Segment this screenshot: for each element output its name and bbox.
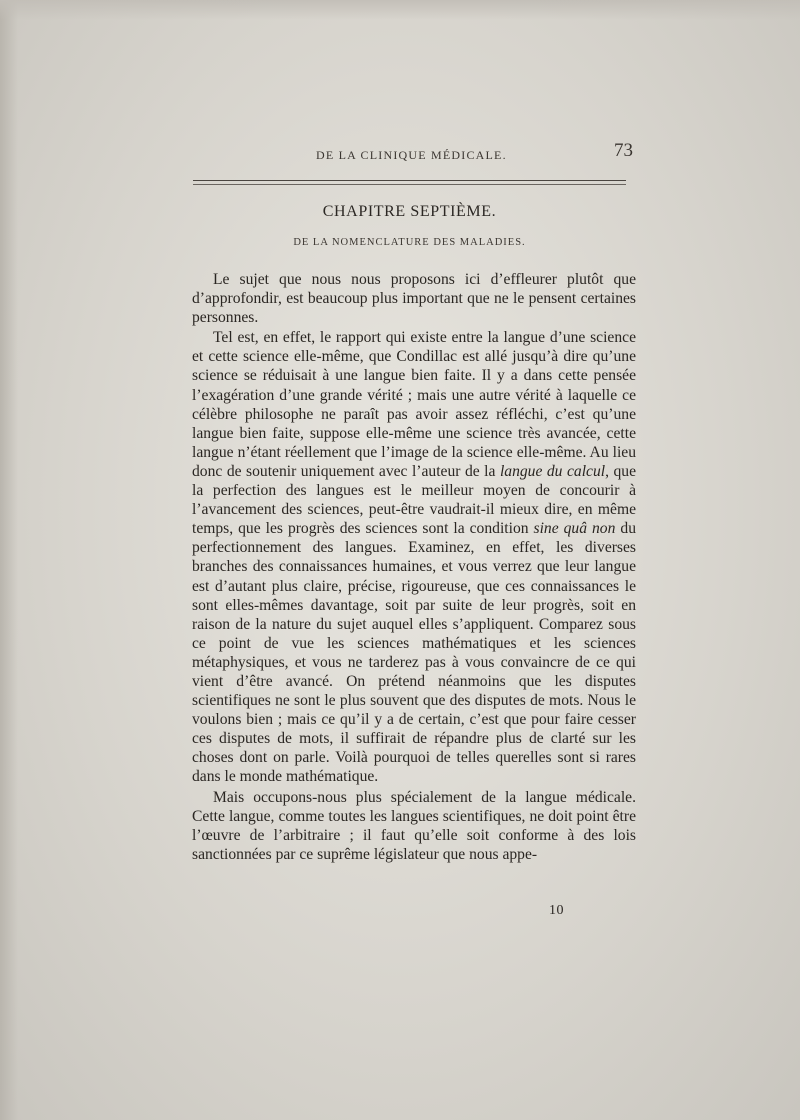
chapter-title: CHAPITRE SEPTIÈME. bbox=[322, 203, 497, 220]
header-rule-thin bbox=[193, 184, 626, 185]
paragraph-2-text-b: , que la perfection des langues est le meilleur moyen de concourir à l’avancement des sciences, peut-être vaudrait-il mieux dire, en même temps, que les progrès des sciences sont la condition bbox=[192, 462, 636, 538]
paragraph-3: Mais occupons-nous plus spécialement de la langue médicale. Cette langue, comme toutes les langues scientifiques, ne doit point être l’œuvre de l’arbitraire ; il faut qu’elle soit conforme à des lois sanctionnées par ce suprême législateur que nous appe- bbox=[192, 788, 636, 863]
chapter-subtitle: DE LA NOMENCLATURE DES MALADIES. bbox=[293, 237, 526, 248]
page-shadow-left bbox=[0, 0, 18, 1120]
header-rule bbox=[193, 180, 626, 181]
body-text bbox=[192, 270, 636, 864]
page-shadow-top bbox=[0, 0, 800, 20]
page-number: 73 bbox=[614, 140, 633, 161]
paragraph-2 bbox=[192, 328, 636, 786]
paragraph-1: Le sujet que nous nous proposons ici d’effleurer plutôt que d’approfondir, est beaucoup plus important que ne le pensent certaines personnes. bbox=[192, 271, 636, 327]
signature-mark: 10 bbox=[549, 903, 564, 918]
paragraph-2-text-a: Tel est, en effet, le rapport qui existe entre la langue d’une science et cette science elle-même, que Condillac est allé jusqu’à dire qu’une science se réduisait à une langue bien faite. Il y a dans cette pensée l’exagération d’une grande vérité ; mais une autre vérité à laquelle ce célèbre philosophe ne paraît pas avoir assez réfléchi, c’est qu’une langue bien faite, suppose elle-même une science très avancée, cette langue n’étant réellement que l’image de la science elle-même. Au lieu donc de soutenir uniquement avec l’auteur de la bbox=[192, 329, 636, 480]
italic-langue-du-calcul: langue du calcul bbox=[499, 462, 606, 480]
italic-sine-qua-non: sine quâ non bbox=[533, 520, 616, 538]
paragraph-2-text-c: du perfectionnement des langues. Examinez, en effet, les diverses branches des connaissances humaines, et vous verrez que leur langue est d’autant plus claire, précise, rigoureuse, que ces connaissances le sont elles-mêmes davantage, soit par suite de leur progrès, soit en raison de la nature du sujet auquel elles s’appliquent. Comparez sous ce point de vue les sciences mathématiques et les sciences métaphysiques, et vous ne tarderez pas à vous convaincre de ce qui vient d’être avancé. On prétend néanmoins que les disputes scientifiques ne sont le plus souvent que des disputes de mots. Nous le voulons bien ; mais ce qu’il y a de certain, c’est que pour faire cesser ces disputes de mots, il suffirait de répandre plus de clarté sur les choses dont on parle. Voilà pourquoi de telles querelles sont si rares dans le monde mathématique. bbox=[192, 520, 636, 786]
running-head: DE LA CLINIQUE MÉDICALE. bbox=[316, 148, 507, 162]
